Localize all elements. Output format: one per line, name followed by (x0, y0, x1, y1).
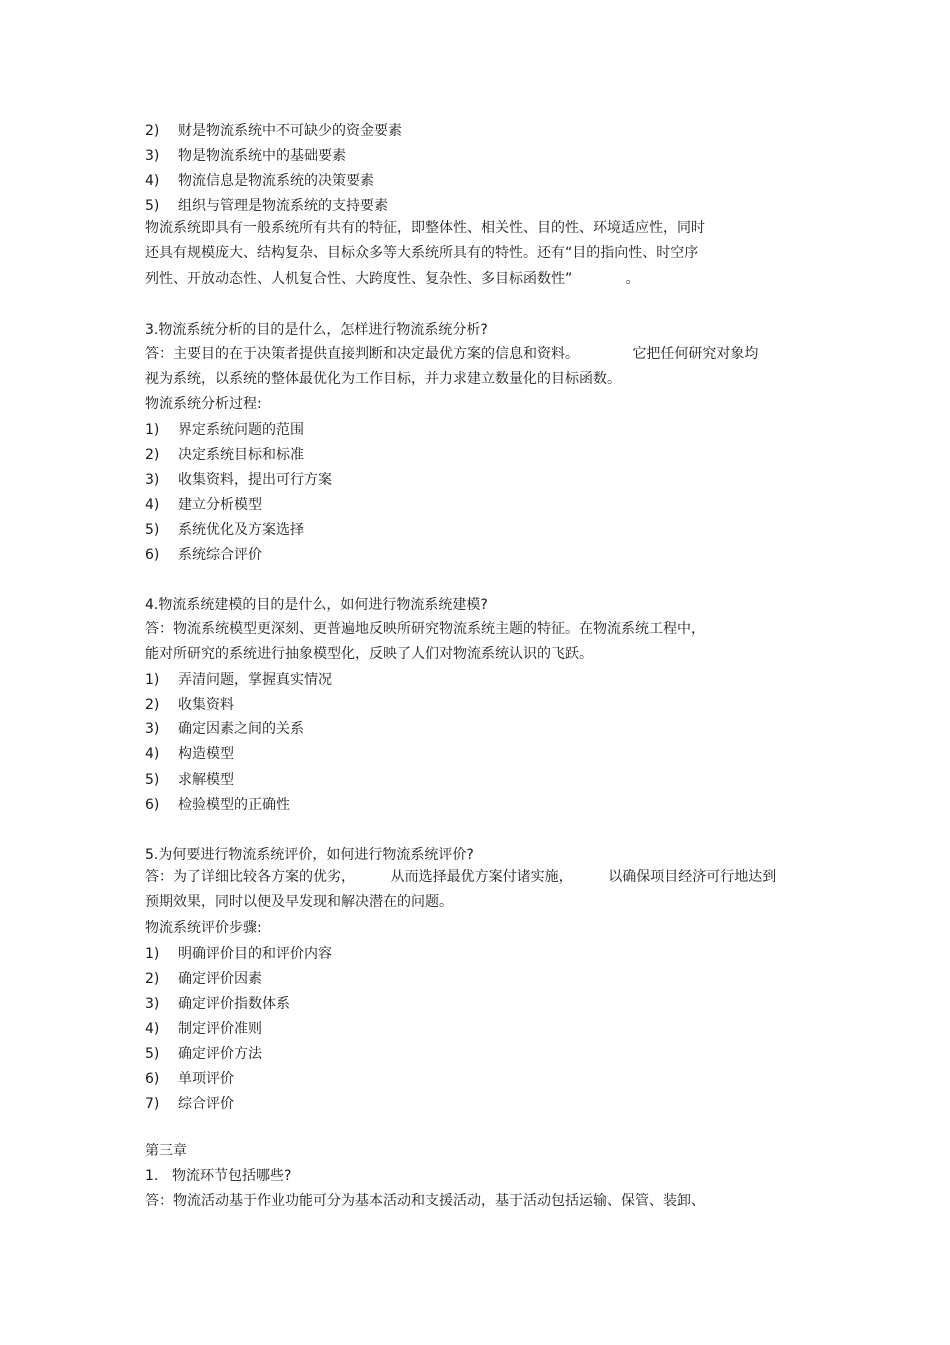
list-text: 系统优化及方案选择 (178, 522, 304, 538)
list-number: 4) (145, 173, 160, 189)
list-number: 4) (145, 497, 160, 513)
answer-line: 预期效果，同时以便及早发现和解决潜在的问题。 (145, 894, 453, 910)
list-number: 1) (145, 422, 160, 438)
list-text: 物流环节包括哪些? (172, 1168, 292, 1184)
list-number: 2) (145, 697, 160, 713)
answer-line: 答：物流活动基于作业功能可分为基本活动和支援活动，基于活动包括运输、保管、装卸、 (145, 1193, 705, 1209)
list-number: 4) (145, 1021, 160, 1037)
chapter-heading: 第三章 (145, 1143, 187, 1159)
list-number: 6) (145, 1071, 160, 1087)
list-text: 物流信息是物流系统的决策要素 (178, 173, 374, 189)
question-title: 5.为何要进行物流系统评价，如何进行物流系统评价? (145, 847, 474, 863)
list-item (145, 146, 346, 166)
list-item (145, 719, 304, 739)
answer-line: 能对所研究的系统进行抽象模型化，反映了人们对物流系统认识的飞跃。 (145, 646, 593, 662)
list-number: 3) (145, 996, 160, 1012)
question-title: 4.物流系统建模的目的是什么，如何进行物流系统建模? (145, 597, 488, 613)
paragraph-line: 物流系统即具有一般系统所有共有的特征，即整体性、相关性、目的性、环境适应性，同时 (145, 220, 705, 236)
list-number: 6) (145, 797, 160, 813)
list-number: 1. (145, 1168, 159, 1184)
list-number: 7) (145, 1096, 160, 1112)
list-item (145, 744, 234, 764)
paragraph-line: 列性、开放动态性、人机复合性、大跨度性、复杂性、多目标函数性” 。 (145, 271, 640, 287)
list-text: 单项评价 (178, 1071, 234, 1087)
list-item (145, 545, 262, 565)
list-number: 1) (145, 946, 160, 962)
list-item (145, 1094, 234, 1114)
list-text: 确定评价方法 (178, 1046, 262, 1062)
list-text: 物是物流系统中的基础要素 (178, 148, 346, 164)
list-item (145, 1044, 262, 1064)
list-item (145, 969, 262, 989)
list-text: 系统综合评价 (178, 547, 262, 563)
question-title: 3.物流系统分析的目的是什么，怎样进行物流系统分析? (145, 322, 488, 338)
list-item (145, 695, 234, 715)
list-number: 3) (145, 148, 160, 164)
list-text: 收集资料 (178, 697, 234, 713)
subheading: 物流系统评价步骤: (145, 920, 262, 936)
list-number: 5) (145, 772, 160, 788)
list-item (145, 1019, 262, 1039)
list-item (145, 121, 402, 141)
list-item (145, 1069, 234, 1089)
answer-line: 答：为了详细比较各方案的优劣， 从而选择最优方案付诸实施， 以确保项目经济可行地达到 (145, 869, 777, 885)
answer-line: 答：物流系统模型更深刻、更普遍地反映所研究物流系统主题的特征。在物流系统工程中， (145, 621, 705, 637)
list-item (145, 520, 304, 540)
list-item (145, 994, 290, 1014)
list-text: 确定因素之间的关系 (178, 721, 304, 737)
answer-line: 答：主要目的在于决策者提供直接判断和决定最优方案的信息和资料。 它把任何研究对象均 (145, 346, 759, 362)
list-number: 2) (145, 971, 160, 987)
list-text: 弄清问题，掌握真实情况 (178, 672, 332, 688)
list-text: 求解模型 (178, 772, 234, 788)
list-text: 组织与管理是物流系统的支持要素 (178, 198, 388, 214)
list-text: 建立分析模型 (178, 497, 262, 513)
list-text: 决定系统目标和标准 (178, 447, 304, 463)
list-number: 3) (145, 721, 160, 737)
question-title (145, 1166, 291, 1186)
list-item (145, 670, 332, 690)
list-number: 2) (145, 447, 160, 463)
list-text: 收集资料，提出可行方案 (178, 472, 332, 488)
list-item (145, 196, 388, 216)
list-text: 确定评价因素 (178, 971, 262, 987)
list-number: 5) (145, 198, 160, 214)
list-number: 2) (145, 123, 160, 139)
list-item (145, 470, 332, 490)
list-text: 界定系统问题的范围 (178, 422, 304, 438)
list-item (145, 944, 332, 964)
list-number: 5) (145, 1046, 160, 1062)
list-number: 5) (145, 522, 160, 538)
list-item (145, 495, 262, 515)
list-item (145, 171, 374, 191)
answer-line: 视为系统，以系统的整体最优化为工作目标，并力求建立数量化的目标函数。 (145, 371, 621, 387)
list-number: 4) (145, 746, 160, 762)
list-text: 综合评价 (178, 1096, 234, 1112)
list-item (145, 420, 304, 440)
list-number: 1) (145, 672, 160, 688)
list-item (145, 445, 304, 465)
list-text: 检验模型的正确性 (178, 797, 290, 813)
subheading: 物流系统分析过程: (145, 396, 262, 412)
list-text: 制定评价准则 (178, 1021, 262, 1037)
list-text: 明确评价目的和评价内容 (178, 946, 332, 962)
list-text: 确定评价指数体系 (178, 996, 290, 1012)
paragraph-line: 还具有规模庞大、结构复杂、目标众多等大系统所具有的特性。还有“目的指向性、时空序 (145, 245, 699, 261)
list-item (145, 795, 290, 815)
list-number: 6) (145, 547, 160, 563)
list-item (145, 770, 234, 790)
list-text: 构造模型 (178, 746, 234, 762)
list-text: 财是物流系统中不可缺少的资金要素 (178, 123, 402, 139)
list-number: 3) (145, 472, 160, 488)
